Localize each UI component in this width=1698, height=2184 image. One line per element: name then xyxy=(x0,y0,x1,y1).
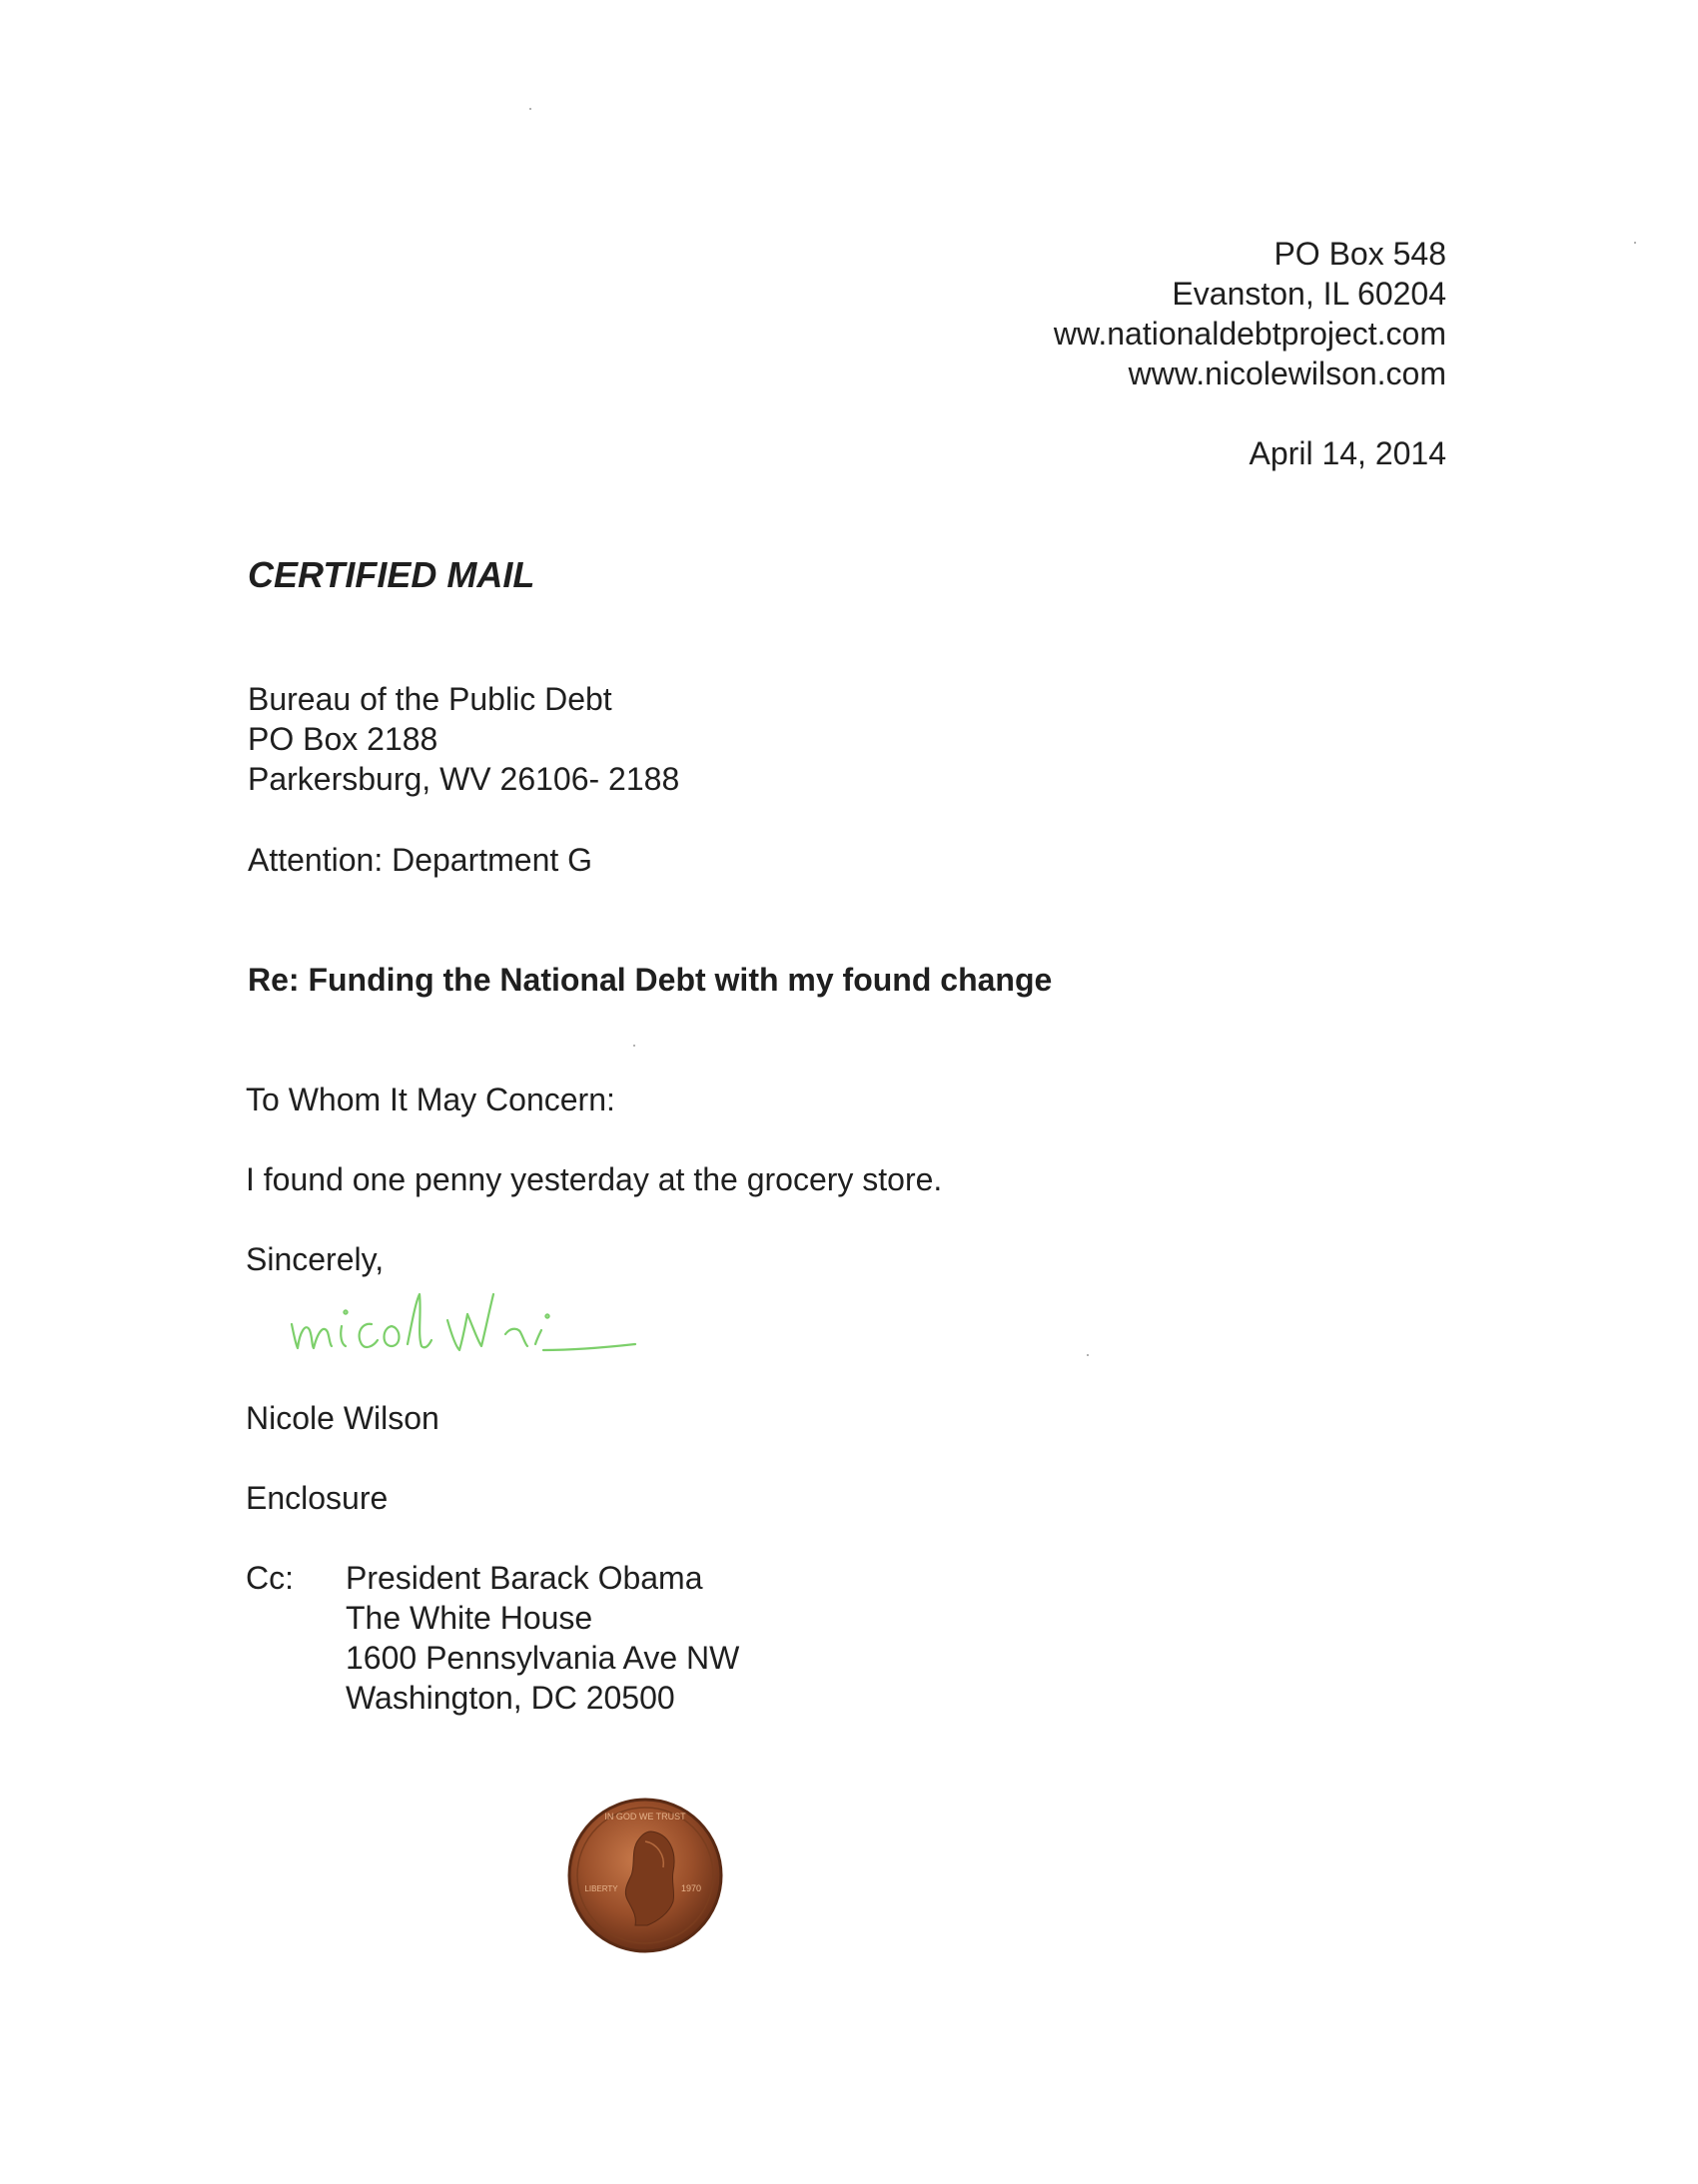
sender-address-block xyxy=(1054,234,1446,393)
penny-year: 1970 xyxy=(680,1883,702,1893)
scan-speck xyxy=(1634,242,1636,244)
cc-line-street: 1600 Pennsylvania Ave NW xyxy=(346,1640,740,1676)
recipient-city-line: Parkersburg, WV 26106- 2188 xyxy=(248,761,680,797)
sender-po-box: PO Box 548 xyxy=(1274,236,1446,272)
recipient-po-box: PO Box 2188 xyxy=(248,721,438,757)
sender-website-2: www.nicolewilson.com xyxy=(1128,356,1446,391)
scan-speck xyxy=(529,108,531,110)
recipient-address-block xyxy=(248,679,679,799)
subject-line: Re: Funding the National Debt with my found change xyxy=(248,962,1053,998)
delivery-method: CERTIFIED MAIL xyxy=(248,554,535,595)
penny-legend: LIBERTY xyxy=(584,1884,618,1893)
cc-label: Cc: xyxy=(246,1560,294,1596)
recipient-name: Bureau of the Public Debt xyxy=(248,681,612,717)
cc-line-name: President Barack Obama xyxy=(346,1560,703,1596)
salutation: To Whom It May Concern: xyxy=(246,1082,615,1117)
scan-speck xyxy=(633,1045,635,1047)
cc-line-city: Washington, DC 20500 xyxy=(346,1680,675,1716)
penny-coin-image xyxy=(565,1796,725,1955)
sender-city-line: Evanston, IL 60204 xyxy=(1172,276,1446,312)
signer-name: Nicole Wilson xyxy=(246,1400,439,1436)
penny-motto: IN GOD WE TRUST xyxy=(604,1812,686,1821)
cc-address-block xyxy=(346,1558,739,1718)
attention-line: Attention: Department G xyxy=(248,842,593,878)
letter-date: April 14, 2014 xyxy=(1249,435,1446,471)
letter-body: I found one penny yesterday at the grocery store. xyxy=(246,1161,943,1197)
cc-line-building: The White House xyxy=(346,1600,593,1636)
sender-website-1: ww.nationaldebtproject.com xyxy=(1053,316,1446,352)
enclosure-notation: Enclosure xyxy=(246,1480,389,1516)
scan-speck xyxy=(1087,1354,1089,1356)
handwritten-signature xyxy=(280,1274,639,1374)
closing: Sincerely, xyxy=(246,1241,385,1277)
